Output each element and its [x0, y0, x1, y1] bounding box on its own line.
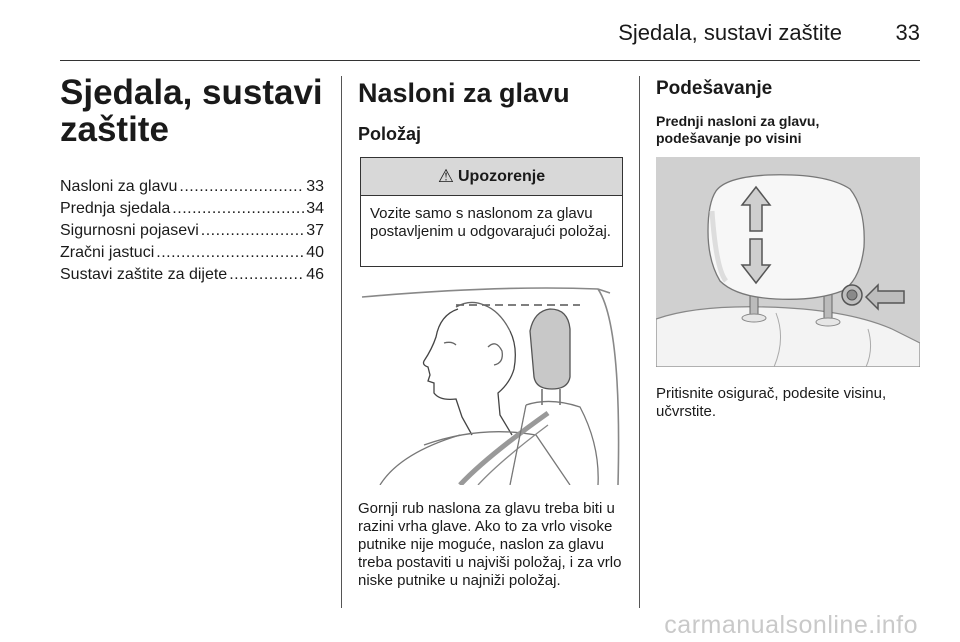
page-number: 33	[895, 20, 920, 45]
toc-page[interactable]: 34	[306, 200, 324, 217]
headrest-adjustment-illustration	[656, 157, 920, 367]
toc-label[interactable]: Nasloni za glavu	[60, 178, 178, 195]
toc-label[interactable]: Prednja sjedala	[60, 200, 171, 217]
toc-label[interactable]: Zračni jastuci	[60, 244, 155, 261]
toc-page[interactable]: 37	[306, 222, 324, 239]
toc-leader	[179, 178, 304, 196]
toc-leader	[229, 266, 304, 284]
section-title: Nasloni za glavu	[358, 78, 570, 108]
toc-entry[interactable]	[60, 266, 324, 288]
column-divider	[341, 76, 342, 608]
toc-leader	[201, 222, 304, 240]
warning-box	[360, 157, 623, 267]
chapter-title: Sjedala, sustavi zaštite	[60, 73, 323, 149]
subsection-title: Položaj	[358, 124, 422, 144]
watermark: carmanualsonline.info	[664, 611, 918, 639]
adjustment-caption: Pritisnite osigurač, podesite visinu, učvrstite.	[656, 385, 887, 420]
running-title: Sjedala, sustavi zaštite	[618, 20, 842, 45]
toc-label[interactable]: Sustavi zaštite za dijete	[60, 266, 228, 283]
subsection-title: Prednji nasloni za glavu, podešavanje po visini	[656, 113, 820, 146]
toc-entry[interactable]	[60, 200, 324, 222]
toc-page[interactable]: 33	[306, 178, 324, 195]
header-rule	[60, 60, 920, 61]
warning-triangle-icon: ⚠	[437, 166, 454, 186]
toc-label[interactable]: Sigurnosni pojasevi	[60, 222, 199, 239]
warning-text: Vozite samo s naslonom za glavu postavljenim u odgovarajući položaj.	[370, 205, 611, 240]
toc-page[interactable]: 46	[306, 266, 324, 283]
warning-header	[361, 158, 622, 196]
warning-title: Upozorenje	[458, 167, 546, 185]
section-title: Podešavanje	[656, 78, 773, 99]
toc-page[interactable]: 40	[306, 244, 324, 261]
table-of-contents	[60, 178, 324, 288]
column-divider	[639, 76, 640, 608]
toc-leader	[172, 200, 304, 218]
headrest-caption: Gornji rub naslona za glavu treba biti u razini vrha glave. Ako to za vrlo visoke putnike nije moguće, naslon za glavu treba postaviti u najviši položaj, i za vrlo niske putnike u najniži položaj.	[358, 500, 622, 589]
toc-leader	[156, 244, 304, 262]
toc-entry[interactable]	[60, 178, 324, 200]
head-position-illustration	[360, 285, 621, 485]
toc-entry[interactable]	[60, 222, 324, 244]
toc-entry[interactable]	[60, 244, 324, 266]
